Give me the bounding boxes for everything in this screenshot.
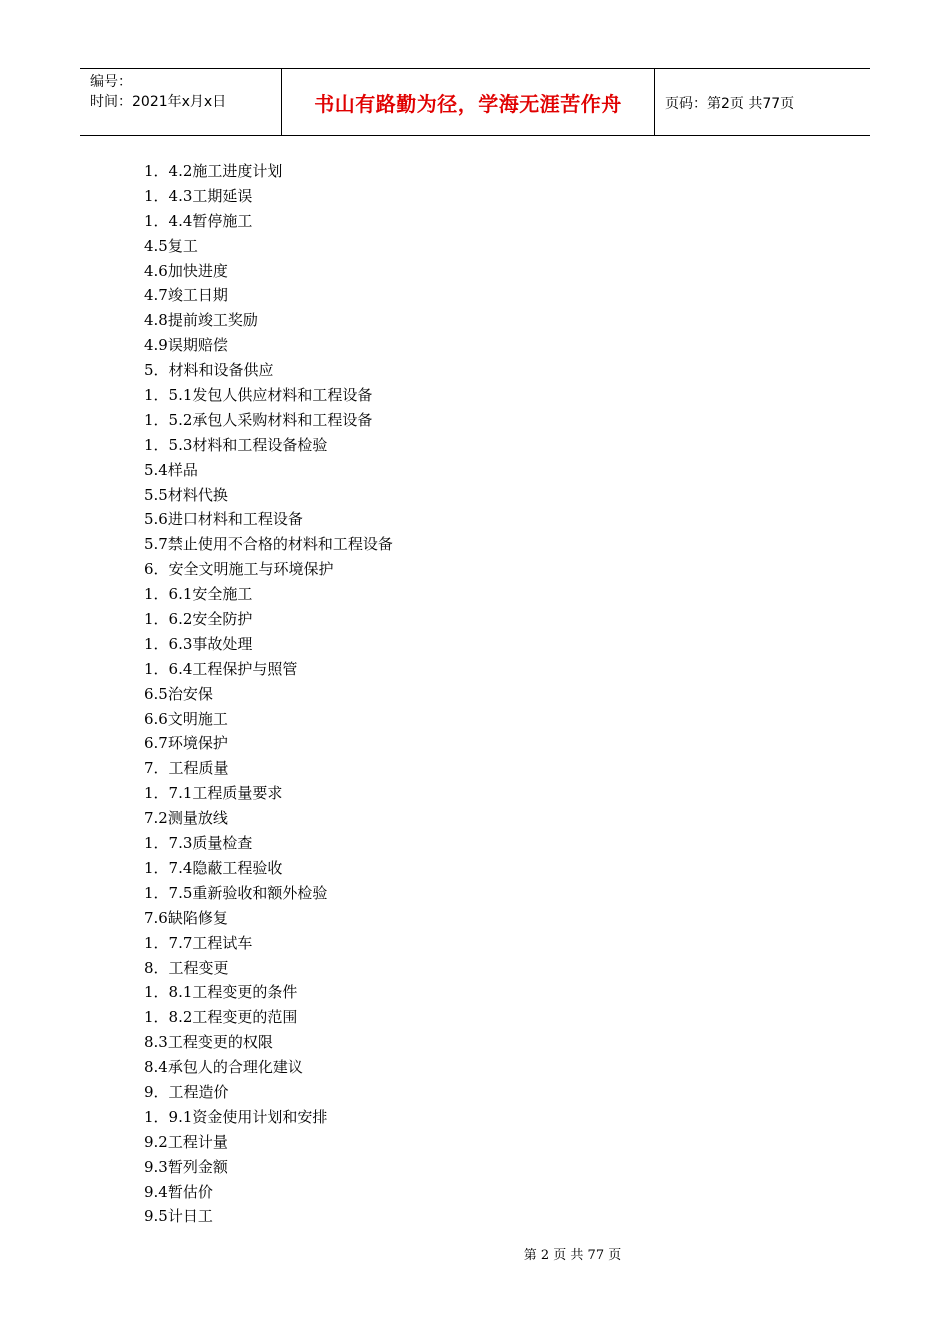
toc-entry: 6．安全文明施工与环境保护 [144, 560, 334, 579]
toc-entry: 1．6.4工程保护与照管 [144, 659, 298, 678]
page-footer: 第 2 页 共 77 页 [523, 1248, 622, 1263]
toc-entry: 4.8提前竣工奖励 [144, 311, 258, 330]
header-page-info: 页码：第2页 共77页 [665, 96, 795, 112]
toc-entry: 6.6文明施工 [144, 709, 228, 728]
toc-entry: 1．5.1发包人供应材料和工程设备 [144, 386, 373, 405]
toc-entry: 8．工程变更 [144, 958, 229, 977]
toc-entry: 5．材料和设备供应 [144, 361, 274, 380]
toc-entry: 1．7.4隐蔽工程验收 [144, 858, 283, 877]
header-motto: 书山有路勤为径，学海无涯苦作舟 [314, 92, 622, 116]
toc-entry: 1．7.3质量检查 [144, 834, 253, 853]
toc-entry: 1．8.2工程变更的范围 [144, 1008, 298, 1027]
toc-entry: 4.6加快进度 [144, 261, 228, 280]
toc-entry: 4.7竣工日期 [144, 286, 228, 305]
toc-entry: 1．4.3工期延误 [144, 186, 253, 205]
toc-entry: 1．4.2施工进度计划 [144, 162, 283, 180]
toc-entry: 4.9误期赔偿 [144, 336, 228, 355]
header-divider-right [654, 69, 655, 135]
toc-entry: 9.3暂列金额 [144, 1157, 228, 1176]
toc-entry: 1．9.1资金使用计划和安排 [144, 1107, 328, 1126]
header-meta [90, 72, 226, 112]
toc-entry: 7.6缺陷修复 [144, 908, 228, 927]
toc-entry: 1．6.3事故处理 [144, 634, 253, 653]
toc-entry: 5.7禁止使用不合格的材料和工程设备 [144, 535, 393, 554]
toc-entry: 1．4.4暂停施工 [144, 211, 253, 230]
serial-number-label: 编号： [90, 74, 132, 90]
toc-entry: 7.2测量放线 [144, 809, 228, 828]
toc-entry: 9.4暂估价 [144, 1182, 213, 1201]
toc-entry: 4.5复工 [144, 236, 198, 255]
toc-entry: 8.3工程变更的权限 [144, 1033, 273, 1052]
date-label: 时间：2021年x月x日 [90, 94, 227, 110]
toc-entry: 5.6进口材料和工程设备 [144, 510, 303, 529]
toc-entry: 1．7.5重新验收和额外检验 [144, 883, 328, 902]
toc-entry: 1．7.7工程试车 [144, 933, 253, 952]
toc-entry: 6.5治安保 [144, 684, 213, 703]
toc-entry: 7．工程质量 [144, 759, 229, 778]
toc-entry: 8.4承包人的合理化建议 [144, 1058, 303, 1077]
toc-entry: 9.2工程计量 [144, 1132, 228, 1151]
toc-entry: 5.5材料代换 [144, 485, 228, 504]
toc-entry: 6.7环境保护 [144, 734, 228, 753]
toc-entry: 9．工程造价 [144, 1082, 229, 1101]
toc-entry: 1．8.1工程变更的条件 [144, 983, 298, 1002]
toc-entry: 1．6.1安全施工 [144, 585, 253, 604]
toc-entry: 1．5.3材料和工程设备检验 [144, 435, 328, 454]
table-of-contents [144, 159, 393, 1229]
toc-entry: 9.5计日工 [144, 1207, 213, 1226]
toc-entry: 5.4样品 [144, 460, 198, 479]
toc-entry: 1．5.2承包人采购材料和工程设备 [144, 410, 373, 429]
toc-entry: 1．7.1工程质量要求 [144, 784, 283, 803]
toc-entry: 1．6.2安全防护 [144, 610, 253, 629]
page-header [80, 68, 870, 136]
